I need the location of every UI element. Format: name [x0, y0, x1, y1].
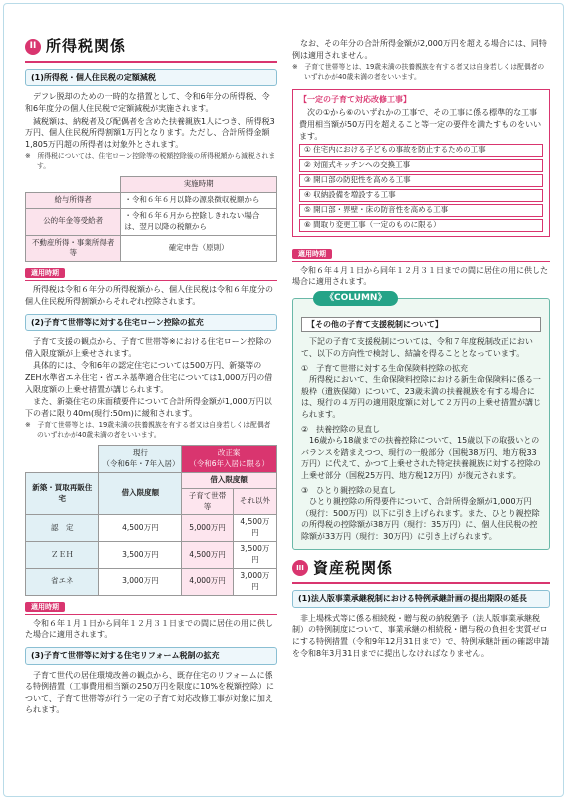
section-number-badge: II	[25, 39, 41, 55]
paragraph: 具体的には、令和6年の認定住宅については500万円、新築等のZEH水準省エネ住宅・省エネ基準適合住宅については1,000万円の借入限度額の上乗せ措置が講じられます。	[25, 361, 273, 394]
column-tag: 《COLUMN》	[313, 291, 398, 306]
table-cell: 3,500万円	[233, 542, 276, 569]
right-column	[292, 38, 550, 660]
table-cell-label: 不動産所得・事業所得者等	[26, 235, 121, 262]
implementation-timing-table	[25, 176, 277, 262]
left-column	[25, 36, 277, 717]
table-header-limit: 借入限度額	[99, 472, 182, 515]
box-description: 次の①から⑥のいずれかの工事で、その工事に係る標準的な工事費用相当額が50万円を超えること等一定の要件を満たすものをいいます。	[299, 108, 542, 141]
column-item-title: ② 扶養控除の見直し	[301, 424, 381, 434]
paragraph: 子育て世代の居住環境改善の観点から、既存住宅のリフォームに係る特例措置（工事費用相当額の250万円を限度に10%を税額控除）について、子育て世帯等が行う一定の子育て対応改修工事が対象に加えられます。	[25, 670, 275, 715]
section-header-income-tax	[25, 36, 277, 58]
table-cell-label: 給与所得者	[26, 192, 121, 208]
table-cell: 4,500万円	[233, 515, 276, 542]
table-cell-label: 認 定	[26, 515, 99, 542]
table-cell-label: ＺＥＨ	[26, 542, 99, 569]
table-cell: ・令和６年６月から控除しきれない場合は、翌月以降の税額から	[121, 208, 277, 235]
table-cell-label: 省エネ	[26, 568, 99, 595]
apply-period-badge: 適用時期	[25, 602, 65, 612]
apply-period-badge: 適用時期	[25, 268, 65, 278]
section-title: 資産税関係	[313, 558, 394, 577]
badge-underline	[292, 261, 550, 262]
table-cell: 4,000万円	[182, 568, 234, 595]
paragraph: 子育て支援の観点から、子育て世帯等※における住宅ローン控除の借入限度額が上乗せされます。	[25, 337, 272, 358]
table-header-revised: 改正案 （令和6年入居に限る）	[182, 446, 277, 473]
table-header: 実施時期	[121, 177, 277, 193]
table-header-limit-revised: 借入限度額	[182, 472, 277, 488]
paragraph: デフレ脱却のための一時的な措置として、令和6年分の所得税、令和6年度分の個人住民税で定額減税が実施されます。	[25, 92, 270, 113]
table-cell: 3,000万円	[99, 568, 182, 595]
table-cell: 確定申告（原則）	[121, 235, 277, 262]
table-row	[26, 542, 277, 569]
badge-underline	[25, 280, 277, 281]
table-cell: 5,000万円	[182, 515, 234, 542]
subheading-housing-loan: (2)子育て世帯等に対する住宅ローン控除の拡充	[25, 314, 277, 332]
subheading-flat-tax-cut: (1)所得税・個人住民税の定額減税	[25, 69, 277, 87]
table-header-row-label: 新築・買取再販住宅	[26, 472, 99, 515]
table-cell: 4,500万円	[182, 542, 234, 569]
footnote: ※ 子育て世帯等とは、19歳未満の扶養親族を有する者又は自身若しくは配偶者のいずれかが40歳未満の者をいいます。	[292, 63, 545, 82]
list-item: ④ 収納設備を増設する工事	[299, 189, 543, 202]
column-item-body: 所得税において、生命保険料控除における新生命保険料に係る一般枠（遺族保障）について、23歳未満の扶養親族を有する場合には、現行の４万円の適用限度額に対して２万円の上乗せ措置が講じられます。	[301, 375, 541, 419]
column-intro: 下記の子育て支援税制については、令和７年度税制改正において、以下の方向性で検討し、結論を得ることとなっています。	[301, 337, 533, 359]
loan-limit-table	[25, 445, 277, 596]
section-divider	[25, 61, 277, 63]
apply-period-badge: 適用時期	[292, 249, 332, 259]
table-cell-label: 公的年金等受給者	[26, 208, 121, 235]
table-header-row	[26, 177, 277, 193]
table-header-current: 現行 （令和6年・7年入居）	[99, 446, 182, 473]
paragraph: 令和６年１月１日から同年１２月３１日までの間に居住の用に供した場合に適用されます。	[25, 618, 273, 640]
badge-underline	[25, 614, 277, 615]
box-title: 【一定の子育て対応改修工事】	[299, 94, 411, 104]
section-title: 所得税関係	[46, 37, 127, 55]
table-cell: 3,000万円	[233, 568, 276, 595]
column-item-body: 16歳から18歳までの扶養控除について、15歳以下の取扱いとのバランスを踏まえつつ、現行の一般部分（国税38万円、地方税33万円）に代えて、かつて上乗せされた特定扶養親族に対する控除の上乗せ部分（国税25万円、地方税12万円）が復元されます。	[301, 436, 541, 480]
work-list	[299, 144, 543, 231]
column-item-title: ③ ひとり親控除の見直し	[301, 485, 397, 495]
table-row	[26, 568, 277, 595]
list-item: ③ 開口部の防犯性を高める工事	[299, 174, 543, 187]
paragraph: 所得税は令和６年分の所得税額から、個人住民税は令和６年度分の個人住民税所得割額からそれぞれ控除されます。	[25, 285, 273, 306]
paragraph: なお、その年分の合計所得金額が2,000万円を超える場合には、同特例は適用されません。	[292, 39, 547, 60]
section-divider	[292, 582, 550, 584]
table-cell: 4,500万円	[99, 515, 182, 542]
table-row	[26, 192, 277, 208]
section-number-badge: III	[292, 560, 308, 576]
list-item: ⑤ 開口部・界壁・床の防音性を高める工事	[299, 204, 543, 217]
list-item: ⑥ 間取り変更工事（一定のものに限る）	[299, 219, 543, 232]
table-header-other: それ以外	[233, 488, 276, 515]
column-item-body: ひとり親控除の所得要件について、合計所得金額が1,000万円（現行：500万円）以下に引き上げられます。また、ひとり親控除の所得税の控除額が38万円（現行：35万円）に、個人住民税の控除額が33万円（現行：30万円）に引き上げられます。	[301, 497, 540, 541]
paragraph: 非上場株式等に係る相続税・贈与税の納税猶予（法人版事業承継税制）の特例制度について、事業承継の相続税・贈与税の負担を実質ゼロにする特例措置（令和9年12月31日まで）で、特例承継計画の確認申請を令和8年3月31日までに提出しなければなりません。	[292, 613, 550, 658]
table-row	[26, 208, 277, 235]
paragraph: また、新築住宅の床面積要件について合計所得金額が1,000万円以下の者に限り40m(現行:50m)に緩和されます。	[25, 397, 272, 418]
subheading-business-succession: (1)法人版事業承継税制における特例承継計画の提出期限の延長	[292, 590, 550, 608]
list-item: ① 住宅内における子どもの事故を防止するための工事	[299, 144, 543, 157]
table-cell: ・令和６年６月以降の源泉徴収税額から	[121, 192, 277, 208]
table-cell: 3,500万円	[99, 542, 182, 569]
section-header-asset-tax	[292, 558, 550, 580]
list-item: ② 対面式キッチンへの交換工事	[299, 159, 543, 172]
paragraph: 令和６年４月１日から同年１２月３１日までの間に居住の用に供した場合に適用されます。	[292, 265, 548, 287]
table-header-child: 子育て世帯等	[182, 488, 234, 515]
column-item-title: ① 子育て世帯に対する生命保険料控除の拡充	[301, 363, 469, 373]
paragraph: 減税額は、納税者及び配偶者を含めた扶養親族1人につき、所得税3万円、個人住民税所得割額1万円となります。ただし、合計所得金額1,805万円超の所得者は対象外とされます。	[25, 116, 275, 149]
footnote: ※ 子育て世帯等とは、19歳未満の扶養親族を有する者又は自身若しくは配偶者のいずれかが40歳未満の者をいいます。	[25, 421, 271, 440]
subheading-reform-tax: (3)子育て世帯等に対する住宅リフォーム税制の拡充	[25, 647, 277, 665]
column-box	[292, 292, 550, 550]
table-row	[26, 515, 277, 542]
footnote: ※ 所得税については、住宅ローン控除等の税額控除後の所得税額から減税されます。	[25, 152, 276, 171]
table-row	[26, 235, 277, 262]
column-subheading: 【その他の子育て支援税制について】	[301, 317, 541, 333]
renovation-work-box	[292, 89, 550, 237]
